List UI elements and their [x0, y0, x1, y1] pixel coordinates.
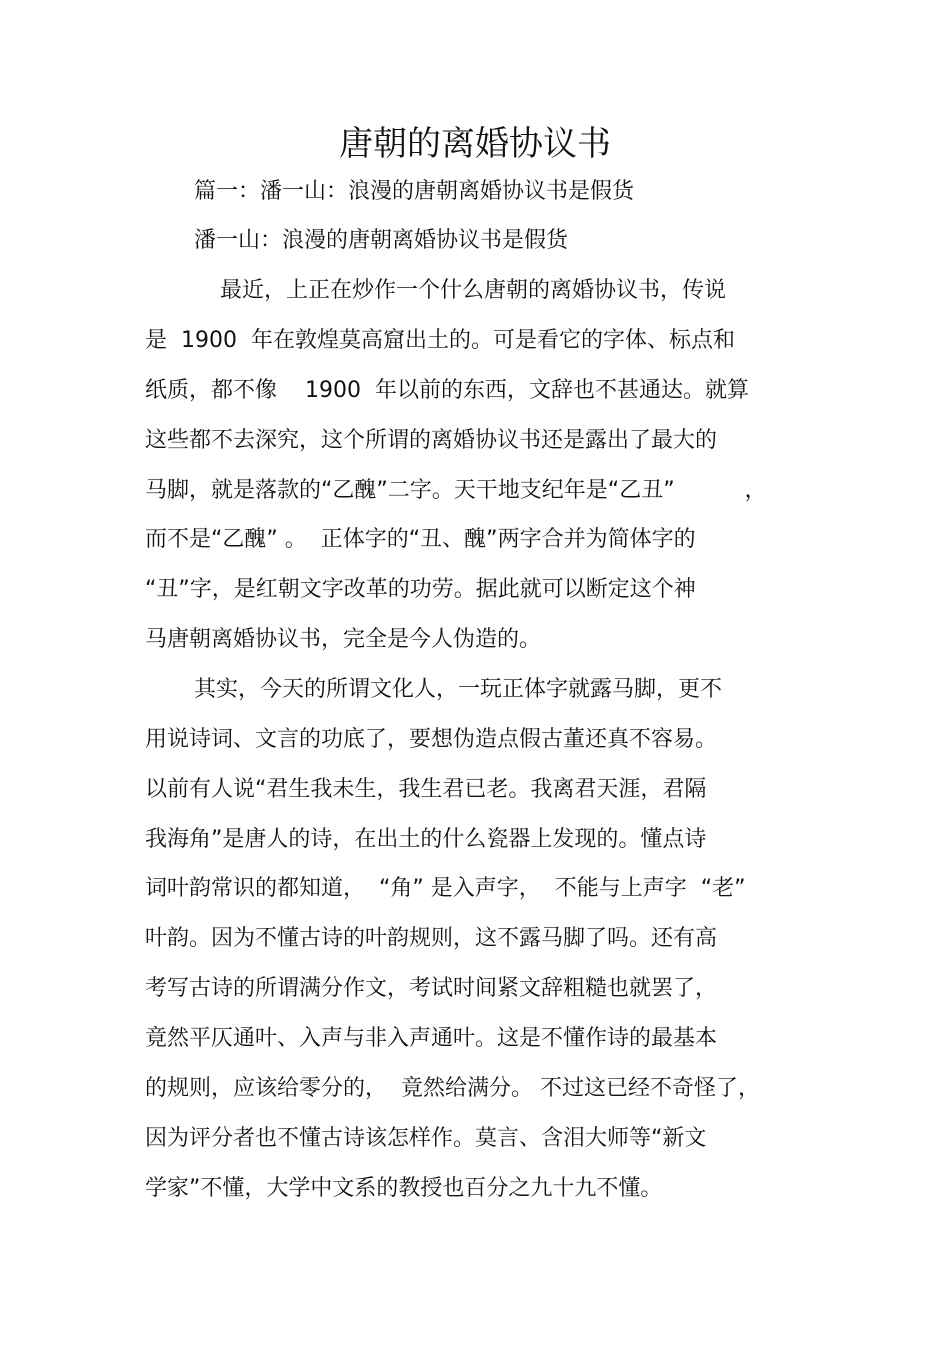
- subtitle-line: 潘一山：浪漫的唐朝离婚协议书是假货: [194, 228, 569, 253]
- paragraph-line: 因为评分者也不懂古诗该怎样作。莫言、含泪大师等“新文: [145, 1126, 707, 1151]
- paragraph-line: 我海角”是唐人的诗，在出土的什么瓷器上发现的。懂点诗: [145, 827, 707, 852]
- paragraph-line: 其实，今天的所谓文化人，一玩正体字就露马脚，更不: [194, 677, 723, 702]
- paragraph-line: 的规则，应该给零分的， 竟然给满分。 不过这已经不奇怪了，: [145, 1076, 760, 1101]
- paragraph-line: 用说诗词、文言的功底了，要想伪造点假古董还真不容易。: [145, 727, 718, 752]
- paragraph-line: 叶韵。因为不懂古诗的叶韵规则，这不露马脚了吗。还有高: [145, 926, 718, 951]
- paragraph-line: 学家”不懂，大学中文系的教授也百分之九十九不懂。: [145, 1176, 663, 1201]
- paragraph-line: 马唐朝离婚协议书，完全是今人伪造的。: [145, 627, 542, 652]
- paragraph-line: 这些都不去深究，这个所谓的离婚协议书还是露出了最大的: [145, 428, 718, 453]
- paragraph-line: 考写古诗的所谓满分作文，考试时间紧文辞粗糙也就罢了，: [145, 976, 718, 1001]
- paragraph-line: 马脚，就是落款的“乙醜”二字。天干地支纪年是“乙丑” ，: [145, 478, 767, 503]
- paragraph-line: 是 1900 年在敦煌莫高窟出土的。可是看它的字体、标点和: [145, 328, 735, 353]
- paragraph-line: 而不是“乙醜” 。 正体字的“丑、醜”两字合并为简体字的: [145, 527, 696, 552]
- page-title: 唐朝的离婚协议书: [339, 124, 611, 164]
- paragraph-line: 词叶韵常识的都知道， “角” 是入声字， 不能与上声字 “老”: [145, 876, 746, 901]
- paragraph-line: 竟然平仄通叶、入声与非入声通叶。这是不懂作诗的最基本: [145, 1026, 718, 1051]
- subtitle-line: 篇一：潘一山：浪漫的唐朝离婚协议书是假货: [194, 179, 635, 204]
- paragraph-line: 纸质，都不像 1900 年以前的东西，文辞也不甚通达。就算: [145, 378, 749, 403]
- paragraph-line: 最近，上正在炒作一个什么唐朝的离婚协议书，传说: [220, 278, 727, 303]
- paragraph-line: 以前有人说“君生我未生，我生君已老。我离君天涯，君隔: [145, 777, 707, 802]
- paragraph-line: “丑”字，是红朝文字改革的功劳。据此就可以断定这个神: [145, 577, 696, 602]
